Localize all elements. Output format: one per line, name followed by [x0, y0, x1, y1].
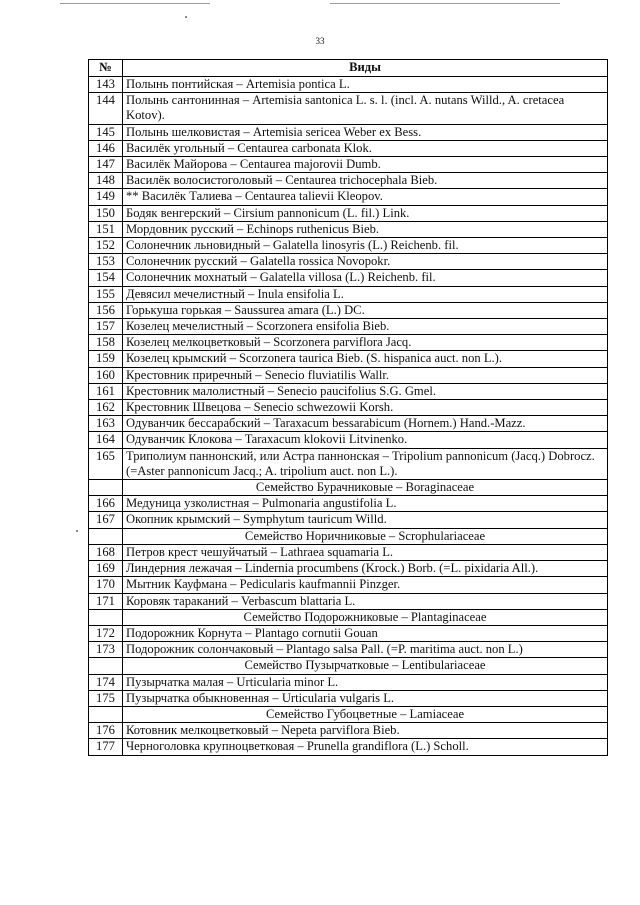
family-name: Семейство Подорожниковые – Plantaginaceae: [123, 609, 608, 625]
table-row: [89, 723, 608, 739]
family-name: Семейство Пузырчатковые – Lentibulariaceae: [123, 658, 608, 674]
table-row: [89, 625, 608, 641]
species-name: Черноголовка крупноцветковая – Prunella grandiflora (L.) Scholl.: [123, 739, 608, 755]
species-number: 172: [89, 625, 123, 641]
family-header-row: [89, 480, 608, 496]
table-row: [89, 335, 608, 351]
species-name: Одуванчик бессарабский – Taraxacum bessarabicum (Hornem.) Hand.-Mazz.: [123, 416, 608, 432]
table-row: [89, 93, 608, 124]
table-row: [89, 173, 608, 189]
species-name: Крестовник малолистный – Senecio paucifolius S.G. Gmel.: [123, 383, 608, 399]
species-number: 143: [89, 77, 123, 93]
table-row: [89, 690, 608, 706]
table-row: [89, 642, 608, 658]
species-number: 162: [89, 400, 123, 416]
species-number: 168: [89, 544, 123, 560]
species-number: 177: [89, 739, 123, 755]
table-row: [89, 512, 608, 528]
table-row: [89, 496, 608, 512]
species-name: Окопник крымский – Symphytum tauricum Willd.: [123, 512, 608, 528]
family-name: Семейство Губоцветные – Lamiaceae: [123, 706, 608, 722]
species-name: Девясил мечелистный – Inula ensifolia L.: [123, 286, 608, 302]
table-row: [89, 544, 608, 560]
table-row: [89, 319, 608, 335]
species-name: Козелец мечелистный – Scorzonera ensifolia Bieb.: [123, 319, 608, 335]
species-number: 173: [89, 642, 123, 658]
species-name: ** Василёк Талиева – Centaurea talievii Kleopov.: [123, 189, 608, 205]
species-name: Триполиум паннонский, или Астра паннонская – Tripolium pannonicum (Jacq.) Dobrocz. (=Aster pannonicum Jacq.; A. tripolium auct. non L.).: [123, 448, 608, 479]
species-number: 147: [89, 157, 123, 173]
species-number: 174: [89, 674, 123, 690]
species-name: Полынь сантонинная – Artemisia santonica L. s. l. (incl. A. nutans Willd., A. cretacea Kotov).: [123, 93, 608, 124]
family-header-row: [89, 706, 608, 722]
species-name: Полынь понтийская – Artemisia pontica L.: [123, 77, 608, 93]
species-name: Петров крест чешуйчатый – Lathraea squamaria L.: [123, 544, 608, 560]
table-row: [89, 432, 608, 448]
table-row: [89, 238, 608, 254]
table-row: [89, 286, 608, 302]
species-name: Василёк Майорова – Centaurea majorovii Dumb.: [123, 157, 608, 173]
species-number: 158: [89, 335, 123, 351]
scan-artifact-line: [60, 3, 210, 4]
table-row: [89, 739, 608, 755]
species-number: 155: [89, 286, 123, 302]
species-number: 163: [89, 416, 123, 432]
table-row: [89, 205, 608, 221]
species-number: 165: [89, 448, 123, 479]
species-number: 166: [89, 496, 123, 512]
family-header-row: [89, 528, 608, 544]
family-header-row: [89, 658, 608, 674]
species-name: Коровяк тараканий – Verbascum blattaria L.: [123, 593, 608, 609]
species-name: Крестовник приречный – Senecio fluviatilis Wallr.: [123, 367, 608, 383]
family-row-number-cell: [89, 528, 123, 544]
species-table: [88, 59, 608, 756]
species-number: 154: [89, 270, 123, 286]
species-name: Котовник мелкоцветковый – Nepeta parviflora Bieb.: [123, 723, 608, 739]
species-number: 164: [89, 432, 123, 448]
species-name: Солонечник мохнатый – Galatella villosa (L.) Reichenb. fil.: [123, 270, 608, 286]
species-name: Крестовник Швецова – Senecio schwezowii Korsh.: [123, 400, 608, 416]
table-header-row: [89, 60, 608, 77]
species-number: 150: [89, 205, 123, 221]
species-name: Козелец крымский – Scorzonera taurica Bieb. (S. hispanica auct. non L.).: [123, 351, 608, 367]
species-name: Василёк угольный – Centaurea carbonata Klok.: [123, 140, 608, 156]
table-row: [89, 593, 608, 609]
table-row: [89, 416, 608, 432]
species-name: Медуница узколистная – Pulmonaria angustifolia L.: [123, 496, 608, 512]
species-number: 176: [89, 723, 123, 739]
species-number: 161: [89, 383, 123, 399]
species-name: Бодяк венгерский – Cirsium pannonicum (L. fil.) Link.: [123, 205, 608, 221]
table-row: [89, 674, 608, 690]
species-number: 151: [89, 221, 123, 237]
species-name: Мордовник русский – Echinops ruthenicus Bieb.: [123, 221, 608, 237]
species-number: 171: [89, 593, 123, 609]
species-number: 144: [89, 93, 123, 124]
species-name: Подорожник солончаковый – Plantago salsa Pall. (=P. maritima auct. non L.): [123, 642, 608, 658]
species-number: 159: [89, 351, 123, 367]
table-row: [89, 157, 608, 173]
species-name: Полынь шелковистая – Artemisia sericea Weber ex Bess.: [123, 124, 608, 140]
species-number: 170: [89, 577, 123, 593]
column-header-species: Виды: [123, 60, 608, 77]
table-row: [89, 77, 608, 93]
scan-artifact-dot: [76, 530, 78, 532]
family-row-number-cell: [89, 706, 123, 722]
table-row: [89, 221, 608, 237]
scan-artifact-dot: [185, 16, 187, 18]
table-row: [89, 561, 608, 577]
family-row-number-cell: [89, 609, 123, 625]
table-row: [89, 254, 608, 270]
species-name: Пузырчатка обыкновенная – Urticularia vulgaris L.: [123, 690, 608, 706]
species-name: Василёк волосистоголовый – Centaurea trichocephala Bieb.: [123, 173, 608, 189]
table-row: [89, 140, 608, 156]
species-name: Одуванчик Клокова – Taraxacum klokovii Litvinenko.: [123, 432, 608, 448]
species-name: Горькуша горькая – Saussurea amara (L.) DC.: [123, 302, 608, 318]
species-number: 160: [89, 367, 123, 383]
species-number: 175: [89, 690, 123, 706]
species-number: 145: [89, 124, 123, 140]
table-row: [89, 124, 608, 140]
family-row-number-cell: [89, 658, 123, 674]
column-header-number: №: [89, 60, 123, 77]
table-row: [89, 577, 608, 593]
page-number: 33: [315, 36, 325, 46]
species-name: Пузырчатка малая – Urticularia minor L.: [123, 674, 608, 690]
species-name: Солонечник русский – Galatella rossica Novopokr.: [123, 254, 608, 270]
species-number: 146: [89, 140, 123, 156]
table-row: [89, 367, 608, 383]
species-name: Подорожник Корнута – Plantago cornutii Gouan: [123, 625, 608, 641]
family-header-row: [89, 609, 608, 625]
table-row: [89, 351, 608, 367]
table-row: [89, 270, 608, 286]
species-number: 156: [89, 302, 123, 318]
scan-artifact-line: [330, 3, 560, 4]
species-name: Линдерния лежачая – Lindernia procumbens (Krock.) Borb. (=L. pixidaria All.).: [123, 561, 608, 577]
table-row: [89, 383, 608, 399]
species-number: 157: [89, 319, 123, 335]
family-row-number-cell: [89, 480, 123, 496]
species-name: Солонечник льновидный – Galatella linosyris (L.) Reichenb. fil.: [123, 238, 608, 254]
species-number: 169: [89, 561, 123, 577]
species-number: 167: [89, 512, 123, 528]
table-row: [89, 400, 608, 416]
family-name: Семейство Норичниковые – Scrophulariaceae: [123, 528, 608, 544]
species-name: Мытник Кауфмана – Pedicularis kaufmannii Pinzger.: [123, 577, 608, 593]
species-number: 148: [89, 173, 123, 189]
species-number: 153: [89, 254, 123, 270]
family-name: Семейство Бурачниковые – Boraginaceae: [123, 480, 608, 496]
table-row: [89, 448, 608, 479]
species-number: 152: [89, 238, 123, 254]
species-name: Козелец мелкоцветковый – Scorzonera parviflora Jacq.: [123, 335, 608, 351]
species-table-body: [89, 77, 608, 756]
species-number: 149: [89, 189, 123, 205]
table-row: [89, 189, 608, 205]
table-row: [89, 302, 608, 318]
